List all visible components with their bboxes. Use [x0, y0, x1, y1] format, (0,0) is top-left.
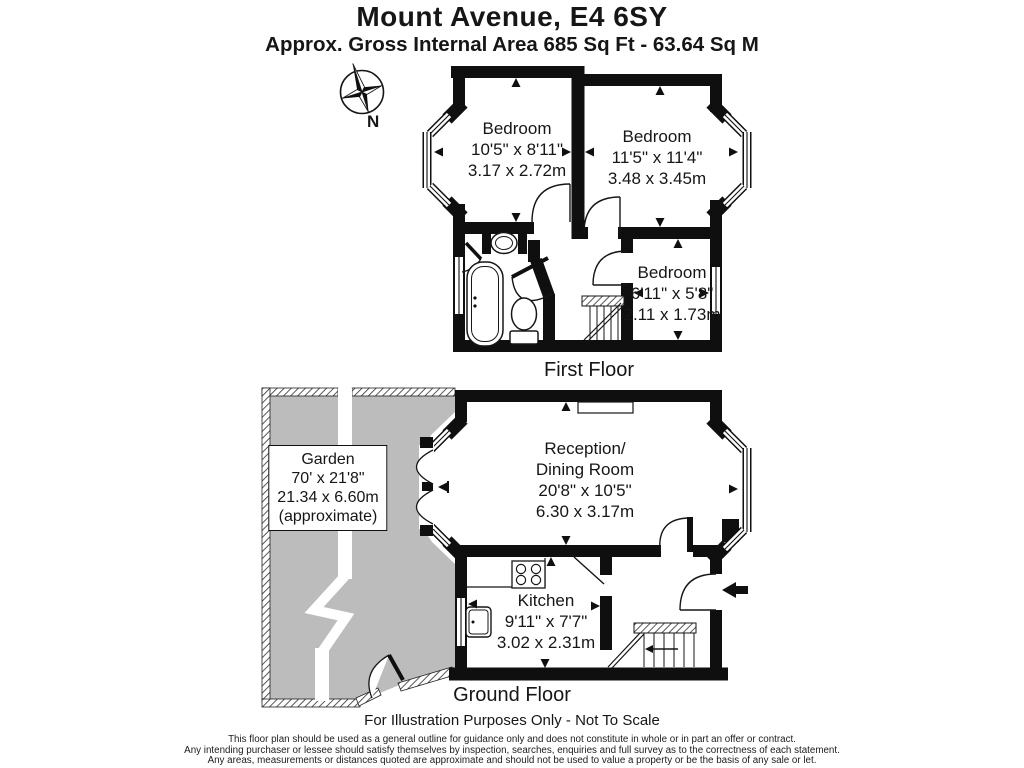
compass-icon: [333, 57, 389, 118]
garden-label-box: Garden 70' x 21'8" 21.34 x 6.60m (approximate): [268, 445, 387, 531]
fireplace-icon: [578, 402, 633, 413]
disclaimer-line-1: This floor plan should be used as a general outline for guidance only and does not constitute in whole or in part an offer or contract.: [228, 734, 796, 745]
garden-area: [262, 388, 455, 707]
bay-window-right-ff: [725, 115, 747, 205]
disclaimer: [184, 735, 840, 767]
entrance-arrow-icon: [722, 582, 748, 598]
stairs-gf: [608, 623, 696, 668]
compass-north-label: N: [367, 112, 380, 131]
hob-icon: [512, 561, 545, 588]
room-label-bedroom-3: Bedroom 6'11" x 5'8" 2.11 x 1.73m: [623, 263, 721, 324]
area-subtitle: Approx. Gross Internal Area 685 Sq Ft - 63.64 Sq M: [265, 33, 759, 56]
room-label-bedroom-1: Bedroom 10'5" x 8'11" 3.17 x 2.72m: [467, 119, 567, 180]
room-label-reception: Reception/ Dining Room 20'8" x 10'5" 6.30 x 3.17m: [535, 439, 635, 521]
reception-door-leaf: [687, 517, 693, 552]
toilet-icon: [512, 298, 537, 330]
bathroom-fixtures: [467, 224, 538, 346]
page-title: Mount Avenue, E4 6SY: [356, 1, 668, 32]
disclaimer-line-2: Any intending purchaser or lessee should satisfy themselves by inspection, searches, enquiries and full survey as to the correctness of each statement.: [184, 744, 840, 756]
room-label-kitchen: Kitchen 9'11" x 7'7" 3.02 x 2.31m: [496, 591, 596, 652]
door-arcs-gf: [574, 518, 716, 610]
first-floor-label: First Floor: [544, 359, 634, 381]
disclaimer-line-3: Any areas, measurements or distances quoted are approximate and should not be used to value a property or be the basis of any sale or let.: [207, 755, 817, 767]
stairs-ff: [582, 296, 624, 341]
room-label-bedroom-2: Bedroom 11'5" x 11'4" 3.48 x 3.45m: [607, 127, 707, 188]
ground-floor-label: Ground Floor: [453, 684, 571, 706]
bay-window-left-ff: [427, 115, 449, 205]
scale-note: For Illustration Purposes Only - Not To Scale: [364, 712, 660, 729]
